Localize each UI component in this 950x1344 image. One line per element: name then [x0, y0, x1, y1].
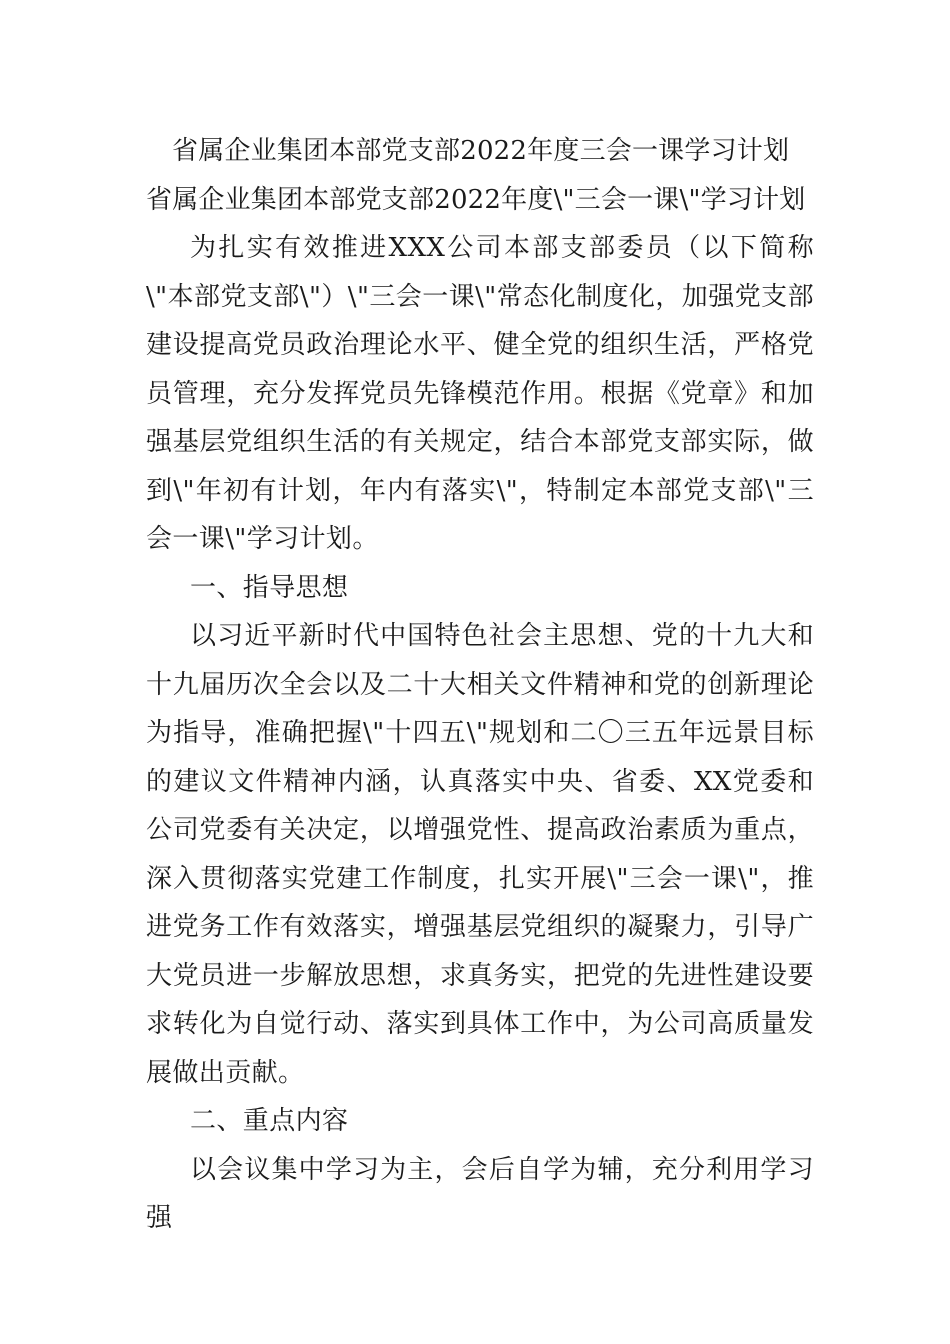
intro-paragraph: 为扎实有效推进XXX公司本部支部委员（以下简称\"本部党支部\"）\"三会一课\"常态化制度化，加强党支部建设提高党员政治理论水平、健全党的组织生活，严格党员管理，充分发挥党员先锋模范作用。根据《党章》和加强基层党组织生活的有关规定，结合本部党支部实际，做到\"年初有计划，年内有落实\"，特制定本部党支部\"三会一课\"学习计划。: [146, 233, 814, 554]
key-content-paragraph: 以会议集中学习为主，会后自学为辅，充分利用学习强: [146, 1154, 814, 1233]
section-heading-guiding-ideology: 一、指导思想: [190, 572, 349, 603]
section-heading-key-content: 二、重点内容: [190, 1106, 349, 1136]
document-title: 省属企业集团本部党支部2022年度三会一课学习计划: [172, 136, 790, 166]
document-body: [146, 127, 814, 1243]
guiding-ideology-paragraph: 以习近平新时代中国特色社会主思想、党的十九大和十九届历次全会以及二十大相关文件精神和党的创新理论为指导，准确把握\"十四五\"规划和二〇三五年远景目标的建议文件精神内涵，认真落实中央、省委、XX党委和公司党委有关决定，以增强党性、提高政治素质为重点，深入贯彻落实党建工作制度，扎实开展\"三会一课\"，推进党务工作有效落实，增强基层党组织的凝聚力，引导广大党员进一步解放思想，求真务实，把党的先进性建设要求转化为自觉行动、落实到具体工作中，为公司高质量发展做出贡献。: [146, 621, 814, 1088]
document-subtitle: 省属企业集团本部党支部2022年度\"三会一课\"学习计划: [146, 184, 806, 215]
